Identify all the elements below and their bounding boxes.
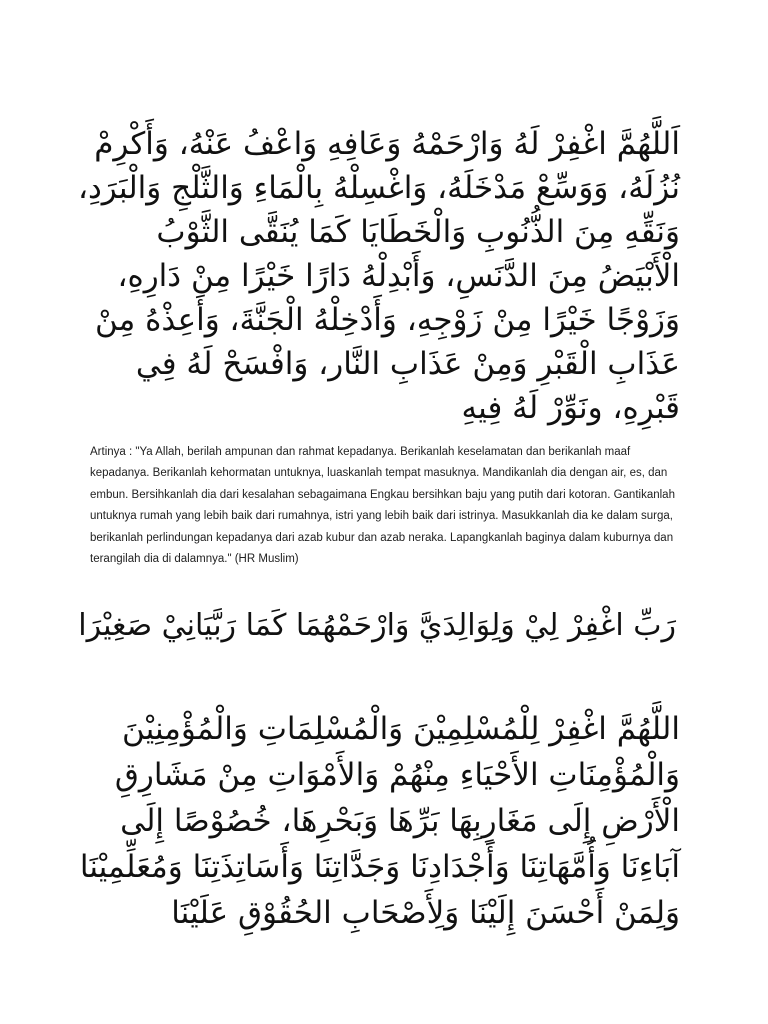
arabic-line: الْأَرْضِ إِلَى مَغَارِبِهَا بَرِّهَا وَبَحْرِهَا، خُصُوْصًا إِلَى: [120, 803, 680, 839]
believers-prayer-arabic: [80, 706, 680, 936]
arabic-line: اَللَّهُمَّ اغْفِرْ لَهُ وَارْحَمْهُ وَعَافِهِ وَاعْفُ عَنْهُ، وَأَكْرِمْ: [94, 126, 680, 162]
translation-paragraph: Artinya : "Ya Allah, berilah ampunan dan rahmat kepadanya. Berikanlah keselamatan dan berikanlah maaf kepadanya. Berikanlah kehormatan untuknya, luaskanlah tempat masuknya. Mandikanlah dia dengan air, es, dan embun. Bersihkanlah dia dari kesalahan sebagaimana Engkau bersihkan baju yang putih dari kotoran. Gantikanlah untuknya rumah yang lebih baik dari rumahnya, istri yang lebih baik dari istrinya. Masukkanlah dia ke dalam surga, berikanlah perlindungan kepadanya dari azab kubur dan azab neraka. Lapangkanlah baginya dalam kuburnya dan terangilah dia di dalamnya." (HR Muslim): [90, 445, 675, 566]
arabic-line: رَبِّ اغْفِرْ لِيْ وَلِوَالِدَيَّ وَارْحَمْهُمَا كَمَا رَبَّيَانِيْ صَغِيْرَا: [78, 608, 676, 643]
arabic-line: قَبْرِهِ، ونَوِّرْ لَهُ فِيهِ: [461, 390, 680, 426]
funeral-prayer-arabic: [77, 122, 680, 430]
arabic-line: وَلِمَنْ أَحْسَنَ إِلَيْنَا وَلِأَصْحَابِ الحُقُوْقِ عَلَيْنَا: [171, 895, 680, 931]
arabic-line: وَزَوْجًا خَيْرًا مِنْ زَوْجِهِ، وَأَدْخِلْهُ الْجَنَّةَ، وَأَعِذْهُ مِنْ: [95, 302, 680, 338]
arabic-line: الْأَبْيَضُ مِنَ الدَّنَسِ، وَأَبْدِلْهُ دَارًا خَيْرًا مِنْ دَارِهِ،: [117, 258, 680, 294]
arabic-line: نُزُلَهُ، وَوَسِّعْ مَدْخَلَهُ، وَاغْسِلْهُ بِالْمَاءِ وَالثَّلْجِ وَالْبَرَدِ،: [77, 170, 680, 206]
arabic-line: اللَّهُمَّ اغْفِرْ لِلْمُسْلِمِيْنَ وَالْمُسْلِمَاتِ وَالْمُؤْمِنِيْنَ: [122, 711, 680, 747]
parents-prayer-arabic: [76, 604, 676, 648]
arabic-line: وَنَقِّهِ مِنَ الذُّنُوبِ وَالْخَطَايَا كَمَا يُنَقَّى الثَّوْبُ: [156, 214, 680, 250]
arabic-line: عَذَابِ الْقَبْرِ وَمِنْ عَذَابِ النَّار، وَافْسَحْ لَهُ فِي: [135, 346, 680, 382]
arabic-line: آبَاءِنَا وَأُمَّهَاتِنَا وَأَجْدَادِنَا وَجَدَّاتِنَا وَأَسَاتِذَتِنَا وَمُعَلِّمِيْنَا: [79, 849, 680, 885]
arabic-line: وَالْمُؤْمِنَاتِ الأَحْيَاءِ مِنْهُمْ وَالأَمْوَاتِ مِنْ مَشَارِقِ: [114, 757, 680, 793]
